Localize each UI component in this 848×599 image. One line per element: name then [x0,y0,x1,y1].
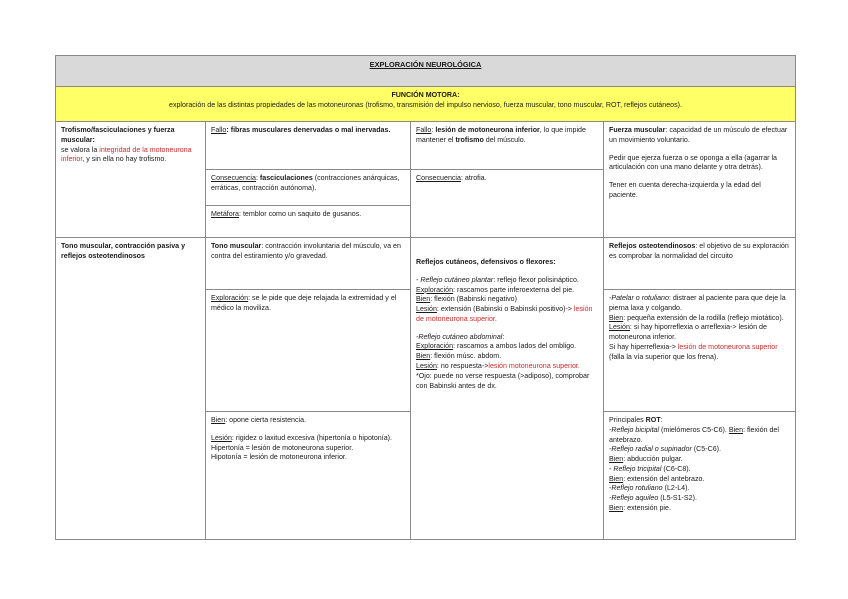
osteo-bicipital-bien-text: : flexión del antebrazo. [609,425,779,444]
tono-tono-text: : contracción involuntaria del músculo, va en contra del estiramiento y/o gravedad. [211,242,401,260]
trofismo-metafora-text: : temblor como un saquito de gusanos. [239,210,362,218]
cutaneos-abdominal-expl-label: Exploración [416,342,454,351]
trofismo-fallo1-label: Fallo [211,126,227,134]
spacer [609,445,790,455]
osteo-radial-text: (C5-C6). [691,445,721,454]
osteo-patelar-lesion-text: : si hay hiporreflexia o arreflexia-> lesión de motoneurona inferior. [609,323,767,342]
trofismo-fuerza-p2: Pedir que ejerza fuerza o se oponga a ella (agarrar la articulación con una mano delante y otra detrás). [609,153,777,172]
tono-tono-label: Tono muscular [211,242,262,250]
tono-bien-label: Bien [211,416,226,424]
tono-hipotonia: Hipotonía = lesión de motoneurona inferior. [211,453,347,462]
fallo-fibras-cell [206,122,411,170]
osteo-tricipital-bien-text: : extensión del antebrazo. [623,474,705,483]
funcion-motora-title: FUNCIÓN MOTORA: [391,91,460,99]
spacer [416,242,598,250]
trofismo-consecuencia2-text: : atrofia. [460,174,487,182]
consecuencia-atrofia-cell [411,170,604,238]
trofismo-consecuencia2-label: Consecuencia [416,174,461,182]
exploration-table [55,55,796,540]
osteo-radial-bien-label: Bien [609,455,624,464]
trofismo-fallo2-sep: : [431,126,436,134]
trofismo-fuerza-label: Fuerza muscular [609,126,666,134]
spacer [416,333,598,343]
spacer [609,173,790,181]
osteo-patelar-text: : distraer al paciente para que deje la pierna laxa y colgando. [609,294,786,312]
spacer [416,268,598,276]
trofismo-fallo2-bold: lesión de motoneurona inferior [435,126,540,134]
metafora-cell [206,206,411,238]
trofismo-consecuencia1-label: Consecuencia [211,174,256,182]
fallo-motoneurona-cell [411,122,604,170]
osteo-bicipital-text: (mielómeros C5-C6). [659,425,729,434]
spacer [416,325,598,333]
cutaneos-plantar-bien-label: Bien [416,295,431,304]
spacer [609,455,790,465]
spacer [609,323,790,343]
tono-label: Tono muscular, contracción pasiva y reflejos osteotendinosos [61,242,186,260]
osteo-patelar-bien-text: : pequeña extensión de la rodilla (reflejo miotático). [623,313,784,322]
funcion-motora-subtitle: exploración de las distintas propiedades de las motoneuronas (trofismo, transmisión del impulso nervioso, fuerza muscular, tono muscular, ROT, reflejos cutáneos). [169,100,682,109]
cutaneos-plantar-lesion-red: lesión de motoneurona superior. [416,305,593,323]
osteo-principales: Principales [609,416,646,424]
trofismo-consecuencia1-bold: fasciculaciones [259,174,313,182]
osteo-tricipital-name: - Reflejo tricipital [609,464,662,473]
reflejos-cutaneos-title: Reflejos cutáneos, defensivos o flexores: [416,258,556,266]
cutaneos-plantar-expl-label: Exploración [416,285,454,294]
spacer [609,475,790,485]
osteo-patelar-hiper-red: lesión de motoneurona superior [677,342,778,351]
tono-cell [56,238,206,540]
spacer [416,342,598,352]
spacer [609,494,790,504]
cutaneos-plantar-bien-text: : flexión (Babinski negativo) [430,295,517,304]
osteo-patelar-hiper-text: Si hay hiperreflexia-> [609,342,678,351]
osteo-aquileo-text: (L5-S1-S2). [658,494,697,503]
trofismo-fallo1-text: : fibras musculares denervadas o mal inervadas. [226,126,391,134]
tono-lesion-label: Lesión [211,433,232,442]
cutaneos-plantar-lesion-label: Lesión [416,305,437,314]
osteo-tricipital-bien-label: Bien [609,474,624,483]
trofismo-desc-red: integridad de la motoneurona inferior [61,145,192,164]
cutaneos-plantar-lesion-text: : extensión (Babinski o Babinski positivo)-> [436,305,574,314]
spacer [609,343,790,363]
osteo-bicipital-name: -Reflejo bicipital [609,425,660,434]
cutaneos-abdominal-bien-label: Bien [416,352,431,361]
osteo-rot: ROT [645,416,661,424]
spacer [609,465,790,475]
cutaneos-abdominal-sep: : [502,332,505,341]
funcion-motora-header [56,87,796,122]
reflejos-osteotendinosos-cell [604,238,796,290]
spacer [609,146,790,154]
spacer [211,434,405,444]
osteo-aquileo-bien-text: : extensión pie. [623,504,671,513]
osteo-patelar-bien-label: Bien [609,313,624,322]
trofismo-description [61,146,200,166]
osteo-rotuliano-text: (L2-L4). [662,484,690,493]
tono-hipertonia: Hipertonía = lesión de motoneurona superior. [211,443,354,452]
cutaneos-abdominal-name: -Reflejo cutáneo abdominal [416,332,503,341]
cutaneos-abdominal-expl-text: : rascamos a ambos lados del ombligo. [453,342,577,351]
cutaneos-plantar-name: - Reflejo cutáneo plantar [416,275,494,284]
spacer [609,314,790,324]
main-title: EXPLORACIÓN NEUROLÓGICA [56,56,796,87]
osteo-title-text: : el objetivo de su exploración es comprobar la normalidad del circuito [609,242,789,260]
cutaneos-abdominal-lesion-red: lesión motoneurona superior. [488,362,580,371]
osteo-radial-name: -Reflejo radial o supinador [609,445,692,454]
trofismo-consecuencia1-sep: : [255,174,260,182]
reflejos-cutaneos-cell [411,238,604,540]
principales-rot-cell [604,412,796,540]
osteo-bicipital-bien-label: Bien [728,425,744,434]
cutaneos-abdominal-bien-text: : flexión músc. abdom. [430,352,502,361]
osteo-rot-colon: : [660,416,663,424]
spacer [609,294,790,314]
spacer [609,504,790,514]
tono-exploracion-label: Exploración [211,294,249,302]
trofismo-consecuencia1-text: (contracciones anárquicas, erráticas, contracción autónoma). [211,174,400,192]
exploracion-tono-cell [206,290,411,412]
cutaneos-plantar-text: : reflejo flexor polisináptico. [493,275,579,284]
tono-lesion-text: : rigidez o laxitud excesiva (hipertonía o hipotonía). [231,433,393,442]
fuerza-muscular-cell [604,122,796,238]
spacer [416,276,598,286]
tono-exploracion-text: : se le pide que deje relajada la extremidad y el médico la moviliza. [211,294,397,312]
trofismo-cell [56,122,206,238]
patelar-cell [604,290,796,412]
trofismo-label: Trofismo/fasciculaciones y fuerza muscular: [61,126,175,144]
trofismo-desc-a: se valora la [61,145,100,154]
osteo-title-label: Reflejos osteotendinosos [609,242,696,250]
osteo-patelar-hiper-end: (falla la vía superior que los frena). [609,352,719,361]
tono-muscular-cell [206,238,411,290]
trofismo-fallo2-text-b: del músculo. [483,135,526,144]
spacer [416,286,598,296]
spacer [609,416,790,426]
spacer [609,484,790,494]
bien-lesion-tono-cell [206,412,411,540]
osteo-aquileo-bien-label: Bien [609,504,624,513]
osteo-tricipital-text: (C6-C8). [661,464,691,473]
spacer [416,362,598,372]
trofismo-fallo2-label: Fallo [416,126,432,134]
spacer [609,126,790,146]
trofismo-fuerza-text: : capacidad de un músculo de efectuar un movimiento voluntario. [609,126,788,144]
spacer [609,426,790,446]
osteo-rotuliano-name: -Reflejo rotuliano [609,484,663,493]
cutaneos-abdominal-lesion-label: Lesión [416,362,437,371]
trofismo-fallo2-bold2: trofismo [455,135,484,144]
osteo-aquileo-name: -Reflejo aquileo [609,494,659,503]
cutaneos-abdominal-lesion-text: : no respuesta-> [436,362,489,371]
spacer [211,416,405,426]
osteo-patelar-lesion-label: Lesión [609,323,630,332]
osteo-patelar-name: -Patelar o rotuliano [609,294,669,302]
trofismo-fallo2-text-a: , lo que impide mantener el [416,126,586,144]
cutaneos-plantar-expl-text: : rascamos parte inferoexterna del pie. [453,285,575,294]
spacer [416,295,598,305]
spacer [416,250,598,258]
trofismo-desc-b: , y sin ella no hay trofismo. [82,155,167,164]
spacer [211,426,405,434]
tono-bien-text: : opone cierta resistencia. [225,416,307,424]
cutaneos-ojo: *Ojo: puede no verse respuesta (>adiposo), comprobar con Babinski antes de dx. [416,371,590,390]
spacer [416,352,598,362]
consecuencia-fasciculaciones-cell [206,170,411,206]
spacer [416,305,598,325]
trofismo-metafora-label: Metáfora [211,210,239,218]
trofismo-fuerza-p3: Tener en cuenta derecha-izquierda y la edad del paciente. [609,181,761,199]
osteo-radial-bien-text: : abducción pulgar. [623,455,683,464]
